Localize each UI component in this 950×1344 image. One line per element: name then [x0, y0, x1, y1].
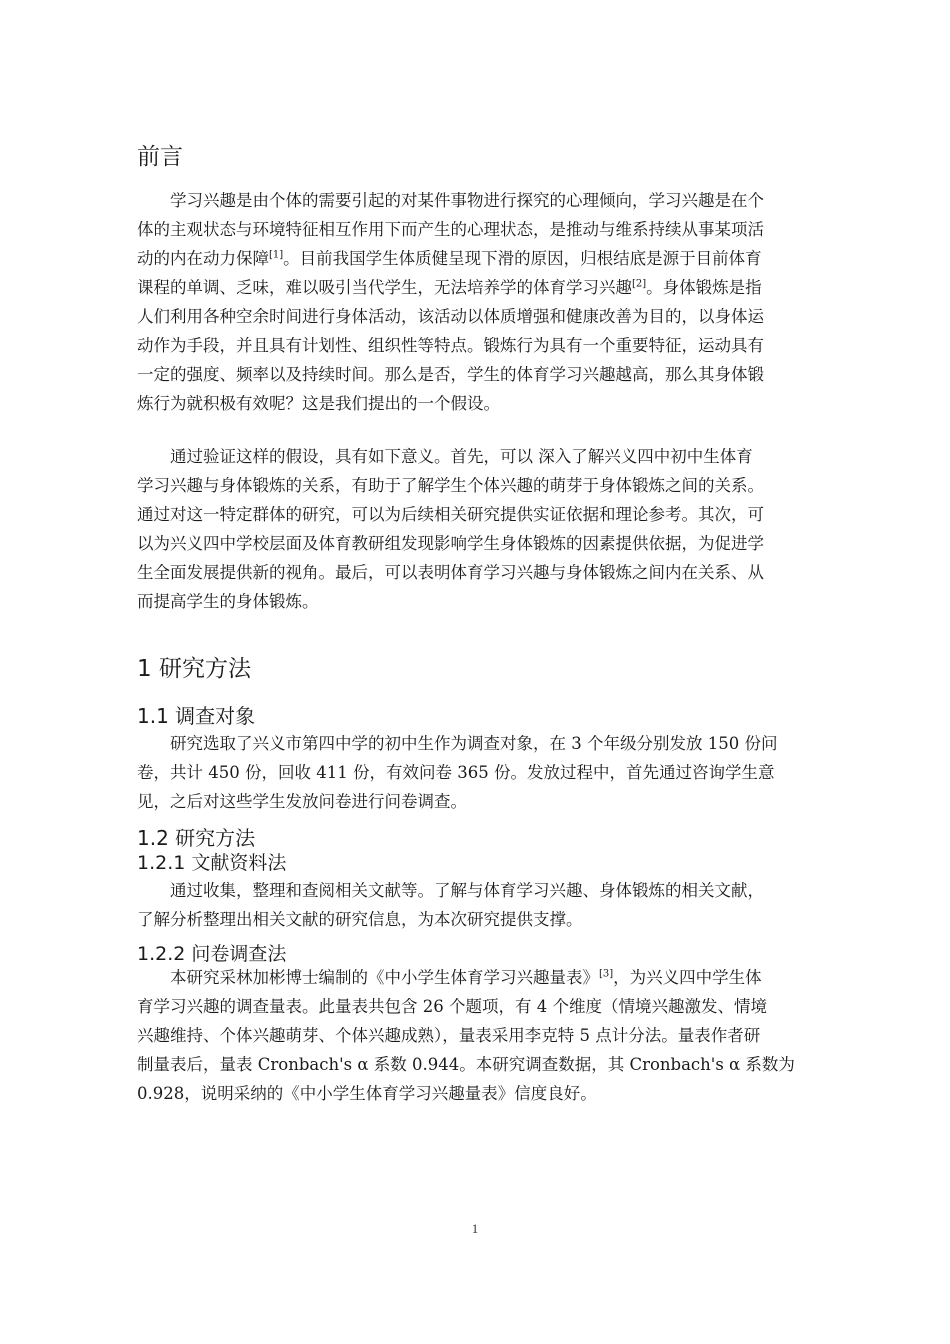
text-line: 生全面发展提供新的视角。最后，可以表明体育学习兴趣与身体锻炼之间内在关系、从 [137, 563, 764, 582]
text-line: 制量表后，量表 Cronbach's α 系数 0.944。本研究调查数据，其 Cronbach's α 系数为 [137, 1055, 795, 1074]
text-line: 一定的强度、频率以及持续时间。那么是否，学生的体育学习兴趣越高，那么其身体锻 [137, 365, 764, 384]
preface-heading: 前言 [137, 144, 183, 170]
text-line: 通过验证这样的假设，具有如下意义。首先，可以 深入了解兴义四中初中生体育 [170, 447, 753, 466]
citation-ref: [3] [599, 968, 614, 980]
text-line: 动作为手段，并且具有计划性、组织性等特点。锻炼行为具有一个重要特征，运动具有 [137, 336, 764, 355]
text-line: 兴趣维持、个体兴趣萌芽、个体兴趣成熟），量表采用李克特 5 点计分法。量表作者研 [137, 1026, 761, 1045]
text-line: 通过收集，整理和查阅相关文献等。了解与体育学习兴趣、身体锻炼的相关文献， [170, 881, 764, 900]
text-line: 而提高学生的身体锻炼。 [137, 592, 319, 611]
text-line: 研究选取了兴义市第四中学的初中生作为调查对象，在 3 个年级分别发放 150 份问 [170, 734, 778, 753]
section-heading-methods: 1 研究方法 [137, 656, 251, 682]
literature-paragraph [137, 876, 858, 934]
survey-paragraph [137, 963, 858, 1108]
text-line: 卷，共计 450 份，回收 411 份，有效问卷 365 份。发放过程中，首先通过咨询学生意 [137, 763, 775, 782]
citation-ref: [1] [269, 249, 284, 261]
text-line: 0.928，说明采纳的《中小学生体育学习兴趣量表》信度良好。 [137, 1084, 597, 1103]
subsection-heading-methods: 1.2 研究方法 [137, 826, 256, 850]
subsection-heading-subjects: 1.1 调查对象 [137, 704, 256, 728]
text-line: 育学习兴趣的调查量表。此量表共包含 26 个题项，有 4 个维度（情境兴趣激发、情境 [137, 997, 767, 1016]
preface-paragraph-1 [137, 186, 858, 418]
text-line: 以为兴义四中学校层面及体育教研组发现影响学生身体锻炼的因素提供依据，为促进学 [137, 534, 764, 553]
subjects-paragraph [137, 729, 858, 816]
text-line: 本研究采林加彬博士编制的《中小学生体育学习兴趣量表》[3]，为兴义四中学生体 [170, 968, 762, 987]
text-line: 人们利用各种空余时间进行身体活动，该活动以体质增强和健康改善为目的，以身体运 [137, 307, 764, 326]
citation-ref: [2] [632, 278, 647, 290]
subsubsection-heading-literature: 1.2.1 文献资料法 [137, 852, 287, 874]
text-line: 通过对这一特定群体的研究，可以为后续相关研究提供实证依据和理论参考。其次，可 [137, 505, 764, 524]
text-line: 见，之后对这些学生发放问卷进行问卷调查。 [137, 792, 467, 811]
text-line: 学习兴趣与身体锻炼的关系，有助于了解学生个体兴趣的萌芽于身体锻炼之间的关系。 [137, 476, 764, 495]
subsubsection-heading-survey: 1.2.2 问卷调查法 [137, 943, 287, 965]
text-line: 了解分析整理出相关文献的研究信息，为本次研究提供支撑。 [137, 910, 583, 929]
text-line: 课程的单调、乏味，难以吸引当代学生，无法培养学的体育学习兴趣[2]。身体锻炼是指 [137, 278, 762, 297]
preface-paragraph-2 [137, 442, 858, 616]
text-line: 学习兴趣是由个体的需要引起的对某件事物进行探究的心理倾向，学习兴趣是在个 [170, 191, 764, 210]
text-line: 炼行为就积极有效呢？这是我们提出的一个假设。 [137, 394, 500, 413]
page-number: 1 [471, 1221, 479, 1236]
text-line: 体的主观状态与环境特征相互作用下而产生的心理状态，是推动与维系持续从事某项活 [137, 220, 764, 239]
text-line: 动的内在动力保障[1]。目前我国学生体质健呈现下滑的原因，归根结底是源于目前体育 [137, 249, 762, 268]
